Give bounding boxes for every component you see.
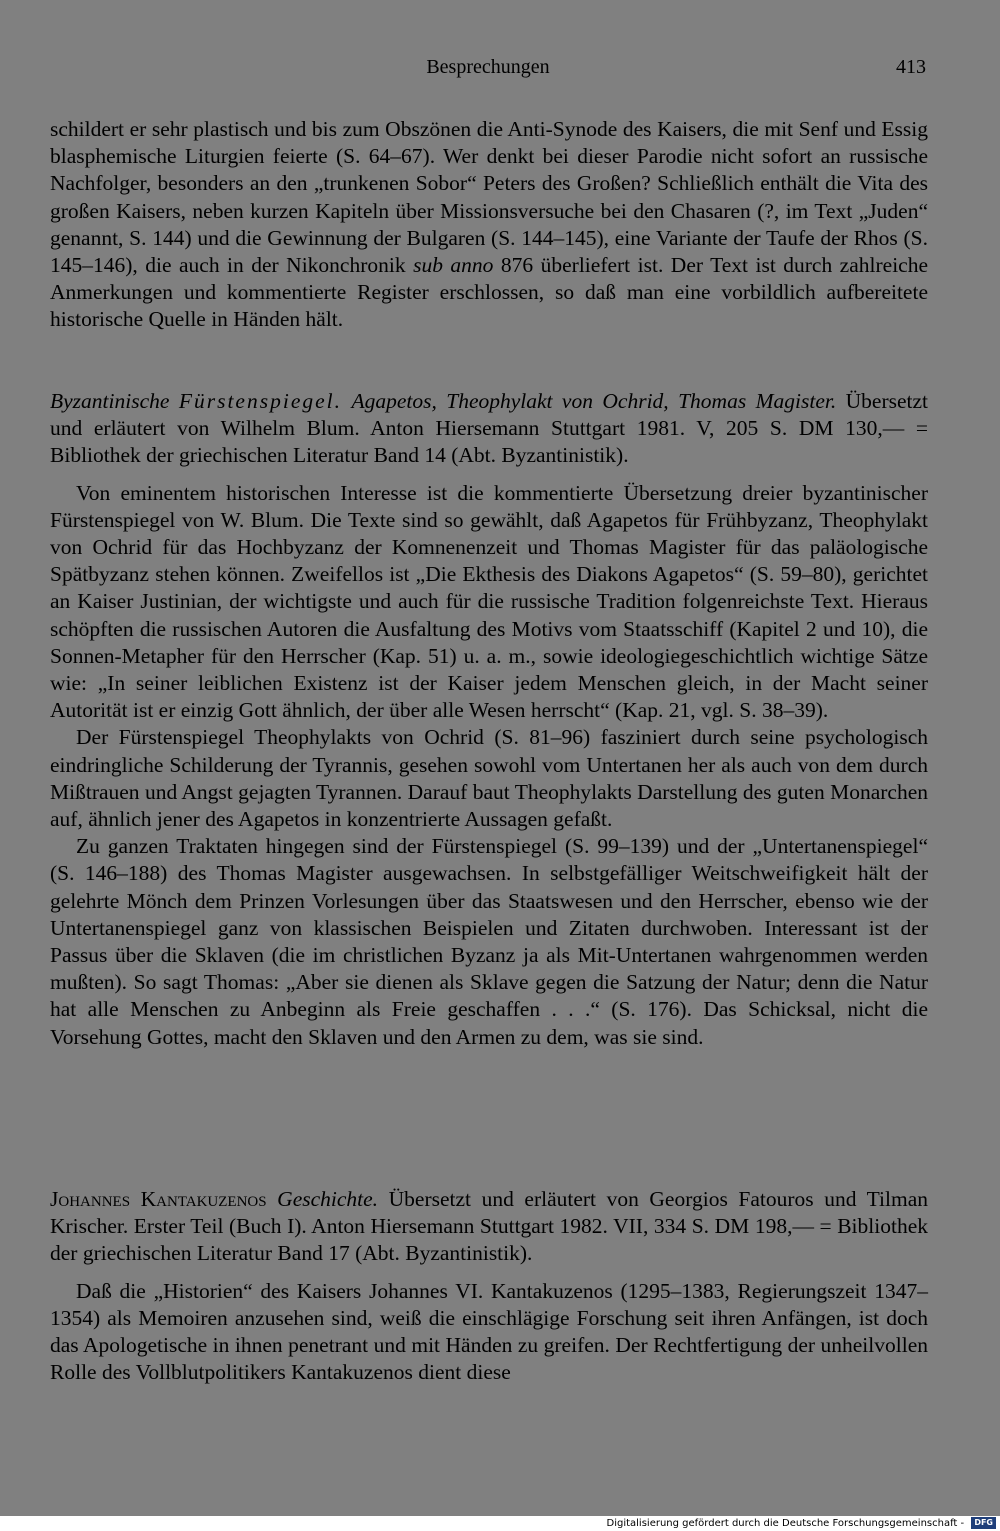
emphasis-text: sub anno (413, 253, 494, 278)
review-byzantinische-fuerstenspiegel (50, 388, 928, 1051)
bibliographic-heading (50, 388, 928, 470)
review-johannes-kantakuzenos (50, 1186, 928, 1386)
paragraph-text: 876 überliefert ist. Der Text ist durch zahlreiche Anmerkungen und kommentierte Register erschlossen, so daß man eine vorbildlich aufbereitete historische Quelle in Händen hält. (50, 253, 929, 332)
paragraph-text: schildert er sehr plastisch und bis zum Obszönen die Anti-Synode des Kaisers, die mit Senf und Essig blasphemische Liturgien feierte (S. 64–67). Wer denkt bei dieser Parodie nicht sofort an russische Nachfolger, besonders an den „trunkenen Sobor“ Peters des Großen? Schließlich enthält die Vita des großen Kaisers, neben kurzen Kapiteln über Missionsversuche bei den Chasaren (?, im Text „Juden“ genannt, S. 144) und die Gewinnung der Bulgaren (S. 144–145), eine Variante der Taufe der Rhos (S. 145–146), die auch in der Nikonchronik (50, 117, 928, 278)
review-paragraph: Der Fürstenspiegel Theophylakts von Ochrid (S. 81–96) fasziniert durch seine psychologisch eindringliche Schilderung der Tyrannis, gesehen sowohl vom Untertanen her als auch von dem durch Mißtrauen und Angst gejagten Tyrannen. Darauf baut Theophylakts Darstellung des guten Monarchen auf, ähnlich jener des Agapetos in konzentrierte Aussagen gefaßt. (50, 725, 928, 832)
digitization-footer (0, 1516, 1000, 1531)
bibliographic-details: Übersetzt und erläutert von Wilhelm Blum. Anton Hiersemann Stuttgart 1981. V, 205 S. DM 130,— = Bibliothek der griechischen Literatur Band 14 (Abt. Byzantinistik). (50, 389, 929, 468)
book-title: Geschichte. (277, 1187, 379, 1211)
page-number: 413 (896, 56, 926, 78)
review-paragraph: Daß die „Historien“ des Kaisers Johannes VI. Kantakuzenos (1295–1383, Regierungszeit 1347–1354) als Memoiren anzusehen sind, weiß die einschlägige Forschung seit ihren Anfängen, ist doch das Apologetische in ihnen penetrant und mit Händen zu greifen. Der Rechtfertigung der unheilvollen Rolle des Vollblutpolitikers Kantakuzenos dient diese (50, 1278, 928, 1385)
review-paragraph: Von eminentem historischen Interesse ist die kommentierte Übersetzung dreier byzantinischer Fürstenspiegel von W. Blum. Die Texte sind so gewählt, daß Agapetos für Frühbyzanz, Theophylakt von Ochrid für das Hochbyzanz der Komnenenzeit und Thomas Magister für das paläologische Spätbyzanz stehen können. Zweifellos ist „Die Ekthesis des Diakons Agapetos“ (S. 59–80), gerichtet an Kaiser Justinian, der wichtigste und auch für die russische Tradition folgenreichste Text. Hieraus schöpften die russischen Autoren die Ausfaltung des Motivs vom Staatsschiff (Kapitel 2 und 10), die Sonnen-Metapher für den Herrscher (Kap. 51) u. a. m., sowie ideologiegeschichtlich wichtige Sätze wie: „In seiner leiblichen Existenz ist der Kaiser jedem Menschen gleich, in der Macht seiner Autorität ist er einzig Gott ähnlich, der über alle Wesen herrscht“ (Kap. 21, vgl. S. 38–39). (50, 480, 928, 723)
page-header (50, 56, 926, 82)
book-title: Byzantinische (50, 389, 170, 413)
book-title-spaced: Fürstenspiegel. (178, 389, 343, 413)
bibliographic-details: Übersetzt und erläutert von Georgios Fatouros und Tilman Krischer. Erster Teil (Buch I). Anton Hiersemann Stuttgart 1982. VII, 334 S. DM 198,— = Bibliothek der griechischen Literatur Band 17 (Abt. Byzantinistik). (50, 1187, 928, 1266)
continued-review-text (50, 116, 928, 334)
review-paragraph: Zu ganzen Traktaten hingegen sind der Fürstenspiegel (S. 99–139) und der „Untertanenspiegel“ (S. 146–188) des Thomas Magister ausgewachsen. In selbstgefälliger Weitschweifigkeit hält der gelehrte Mönch dem Prinzen Vorlesungen über das Staatswesen und den Herrscher, ebenso wie der Untertanenspiegel ganz von klassischen Beispielen und Zitaten durchwoben. Interessant ist der Passus über die Sklaven (die im christlichen Byzanz ja als Mit-Untertanen wahrgenommen werden mußten). So sagt Thomas: „Aber sie dienen als Sklave gegen die Satzung der Natur; denn die Natur hat alle Menschen zu Anbeginn als Freie geschaffen . . .“ (S. 176). Das Schicksal, nicht die Vorsehung Gottes, macht den Sklaven und den Armen zu dem, was sie sind. (50, 834, 928, 1049)
funding-credit: Digitalisierung gefördert durch die Deutsche Forschungsgemeinschaft - (606, 1518, 965, 1529)
bibliographic-heading (50, 1186, 928, 1268)
author-name: Johannes Kantakuzenos (50, 1187, 267, 1211)
dfg-logo: DFG (971, 1517, 996, 1529)
book-subtitle: Agapetos, Theophylakt von Ochrid, Thomas Magister. (351, 389, 837, 413)
running-title: Besprechungen (426, 56, 550, 78)
